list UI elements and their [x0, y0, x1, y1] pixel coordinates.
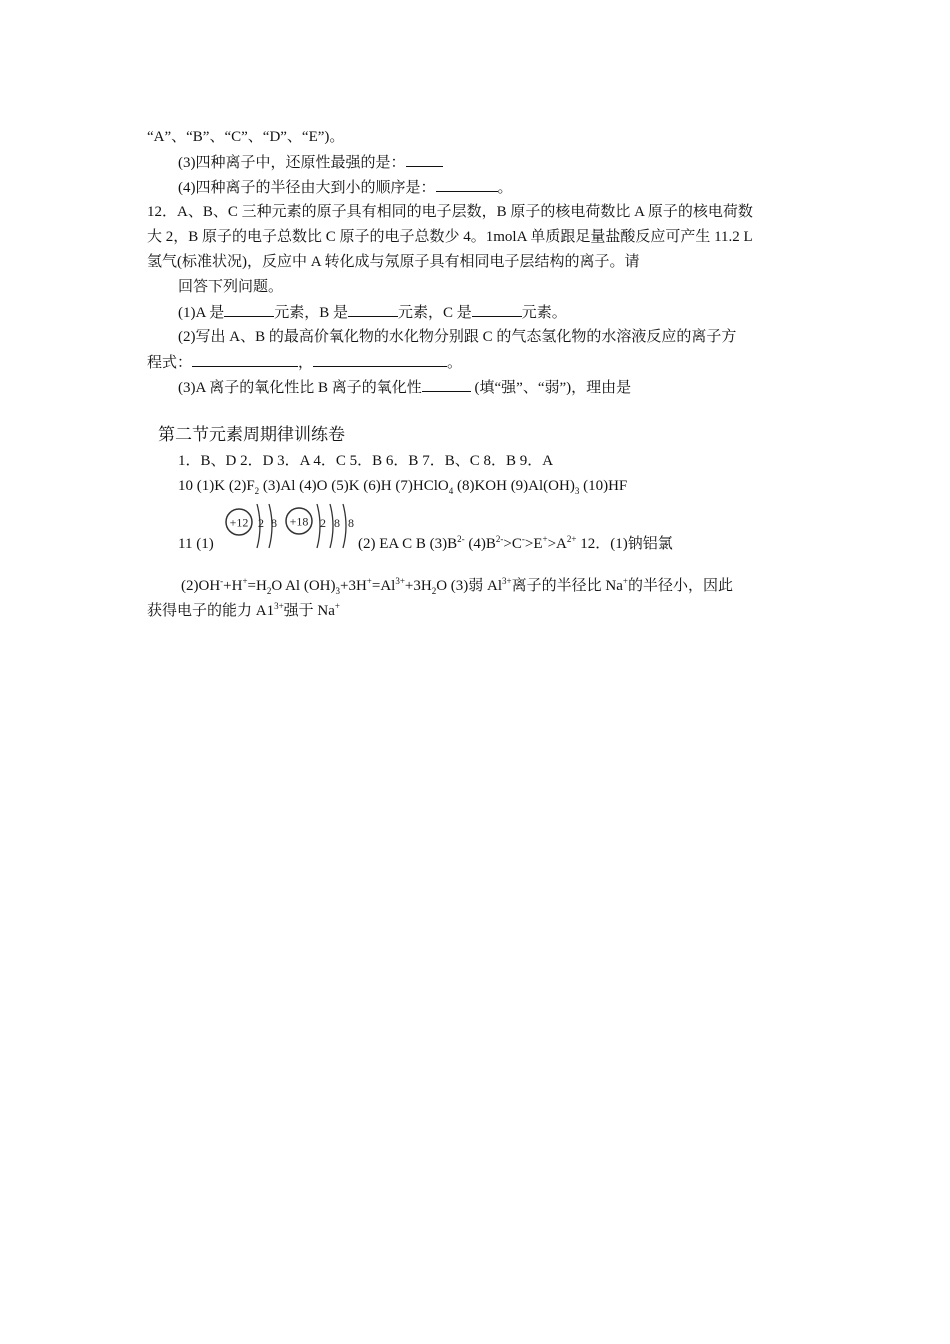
a10-p3: (8)KOH (9)Al(OH) — [453, 478, 575, 494]
a11-t2: (4)B — [464, 536, 496, 552]
a11-t3: >C — [503, 536, 522, 552]
a12-sub-c: 2 — [266, 586, 272, 596]
comma: ， — [298, 355, 314, 371]
mg-atom-structure — [226, 504, 277, 548]
a11-sup3: - — [521, 534, 525, 544]
answer-blank-equation-1[interactable] — [192, 352, 298, 367]
q12-part1 — [178, 302, 567, 323]
a12-sup-a: - — [220, 576, 224, 586]
a12-3-sup-b: + — [334, 601, 340, 611]
shell-electrons: 8 — [334, 516, 340, 530]
a10-p1: 10 (1)K (2)F — [178, 478, 255, 494]
shell-electrons: 8 — [348, 516, 354, 530]
q11-part3-text: (3)四种离子中，还原性最强的是： — [178, 155, 406, 171]
answer-blank[interactable] — [406, 152, 443, 167]
answer-12-part2 — [181, 576, 733, 596]
a11-t1: (2) EA C B (3)B — [358, 536, 458, 552]
a10-p2: (3)Al (4)O (5)K (6)H (7)HClO — [259, 478, 449, 494]
atomic-structure-diagrams — [224, 499, 364, 553]
shell-electrons: 2 — [320, 516, 326, 530]
shell-electrons: 8 — [271, 516, 277, 530]
nucleus-charge: +12 — [229, 515, 249, 530]
a10-p4: (10)HF — [579, 478, 628, 494]
answer-blank-c[interactable] — [472, 302, 522, 317]
ar-atom-structure — [286, 504, 354, 548]
answer-11-label: 11 (1) — [178, 536, 214, 552]
a12-j: 的半径小，因此 — [627, 578, 733, 594]
a12-3-a: 获得电子的能力 A1 — [147, 603, 275, 619]
q12-part2-line-2 — [147, 352, 462, 373]
answer-blank-equation-2[interactable] — [313, 352, 447, 367]
q12-part2-line-1: (2)写出 A、B 的最高价氧化物的水化物分别跟 C 的气态氢化物的水溶液反应的离子方 — [178, 329, 737, 345]
q12-line-2: 大 2，B 原子的电子总数比 C 原子的电子总数少 4。1molA 单质跟足量盐酸反应可产生 11.2 L — [147, 229, 753, 245]
a12-sup-e: + — [366, 576, 372, 586]
a11-t6: 12．(1)钠铝氯 — [576, 536, 673, 552]
a12-3-b: 强于 Na — [283, 603, 335, 619]
answers-1-9: 1．B、D 2．D 3．A 4．C 5．B 6．B 7．B、C 8．B 9．A — [178, 453, 554, 469]
answer-blank[interactable] — [422, 377, 471, 392]
a12-a: (2)OH — [181, 578, 221, 594]
q11-part4-text: (4)四种离子的半径由大到小的顺序是： — [178, 180, 436, 196]
a12-e: +3H — [340, 578, 367, 594]
q11-part3 — [178, 152, 443, 173]
a12-3-sup-a: 3+ — [274, 601, 284, 611]
a12-b: +H — [223, 578, 243, 594]
a11-sup2: 2- — [495, 534, 504, 544]
answer-12-part3 — [147, 601, 340, 621]
a12-c: =H — [247, 578, 267, 594]
a11-sup4: + — [542, 534, 548, 544]
a12-sup-f: 3+ — [395, 576, 405, 586]
electron-shell-arc — [330, 504, 333, 548]
a12-g: +3H — [404, 578, 432, 594]
a12-sup-h: 3+ — [502, 576, 512, 586]
q12-part1-a: (1)A 是 — [178, 305, 225, 321]
a10-sub2: 4 — [448, 486, 454, 496]
q12-part2-label: 程式： — [147, 355, 193, 371]
nucleus-charge: +18 — [289, 514, 309, 529]
answer-blank-b[interactable] — [348, 302, 398, 317]
a12-d: O Al (OH) — [271, 578, 336, 594]
a10-sub1: 2 — [254, 486, 260, 496]
answer-10 — [178, 476, 627, 496]
a12-i: 离子的半径比 Na — [511, 578, 623, 594]
q12-line-3: 氢气(标准状况)，反应中 A 转化成与氖原子具有相同电子层结构的离子。请 — [147, 254, 640, 270]
q12-part3-b: (填“强”、“弱”)，理由是 — [470, 380, 632, 396]
q12-line-1: 12．A、B、C 三种元素的原子具有相同的电子层数，B 原子的核电荷数比 A 原子的核电荷数 — [147, 204, 753, 220]
answer-blank[interactable] — [436, 177, 498, 192]
period: 。 — [447, 355, 463, 371]
q12-part1-c: 元素，C 是 — [398, 305, 472, 321]
a11-sup1: 2- — [457, 534, 465, 544]
q11-part4 — [178, 177, 513, 198]
a12-h: O (3)弱 Al — [436, 578, 503, 594]
a11-t5: >A — [547, 536, 567, 552]
a12-f: =Al — [371, 578, 396, 594]
answer-blank-a[interactable] — [224, 302, 274, 317]
q11-options-tail: “A”、“B”、“C”、“D”、“E”)。 — [147, 129, 345, 145]
section-title: 第二节元素周期律训练卷 — [158, 425, 345, 444]
a12-sup-i: + — [622, 576, 628, 586]
a11-sup5: 2+ — [566, 534, 577, 544]
q12-part3 — [178, 377, 631, 398]
period: 。 — [497, 180, 513, 196]
a11-t4: >E — [524, 536, 543, 552]
a12-sub-d: 3 — [335, 586, 340, 596]
a10-sub3: 3 — [574, 486, 580, 496]
answer-11-rest — [358, 534, 673, 554]
electron-shell-arc — [343, 504, 346, 548]
shell-electrons: 2 — [258, 516, 264, 530]
a12-sub-g: 2 — [431, 586, 437, 596]
q12-part3-a: (3)A 离子的氧化性比 B 离子的氧化性 — [178, 380, 422, 396]
q12-part1-d: 元素。 — [521, 305, 567, 321]
q12-line-4: 回答下列问题。 — [178, 279, 284, 295]
a12-sup-b: + — [242, 576, 248, 586]
q12-part1-b: 元素，B 是 — [274, 305, 349, 321]
